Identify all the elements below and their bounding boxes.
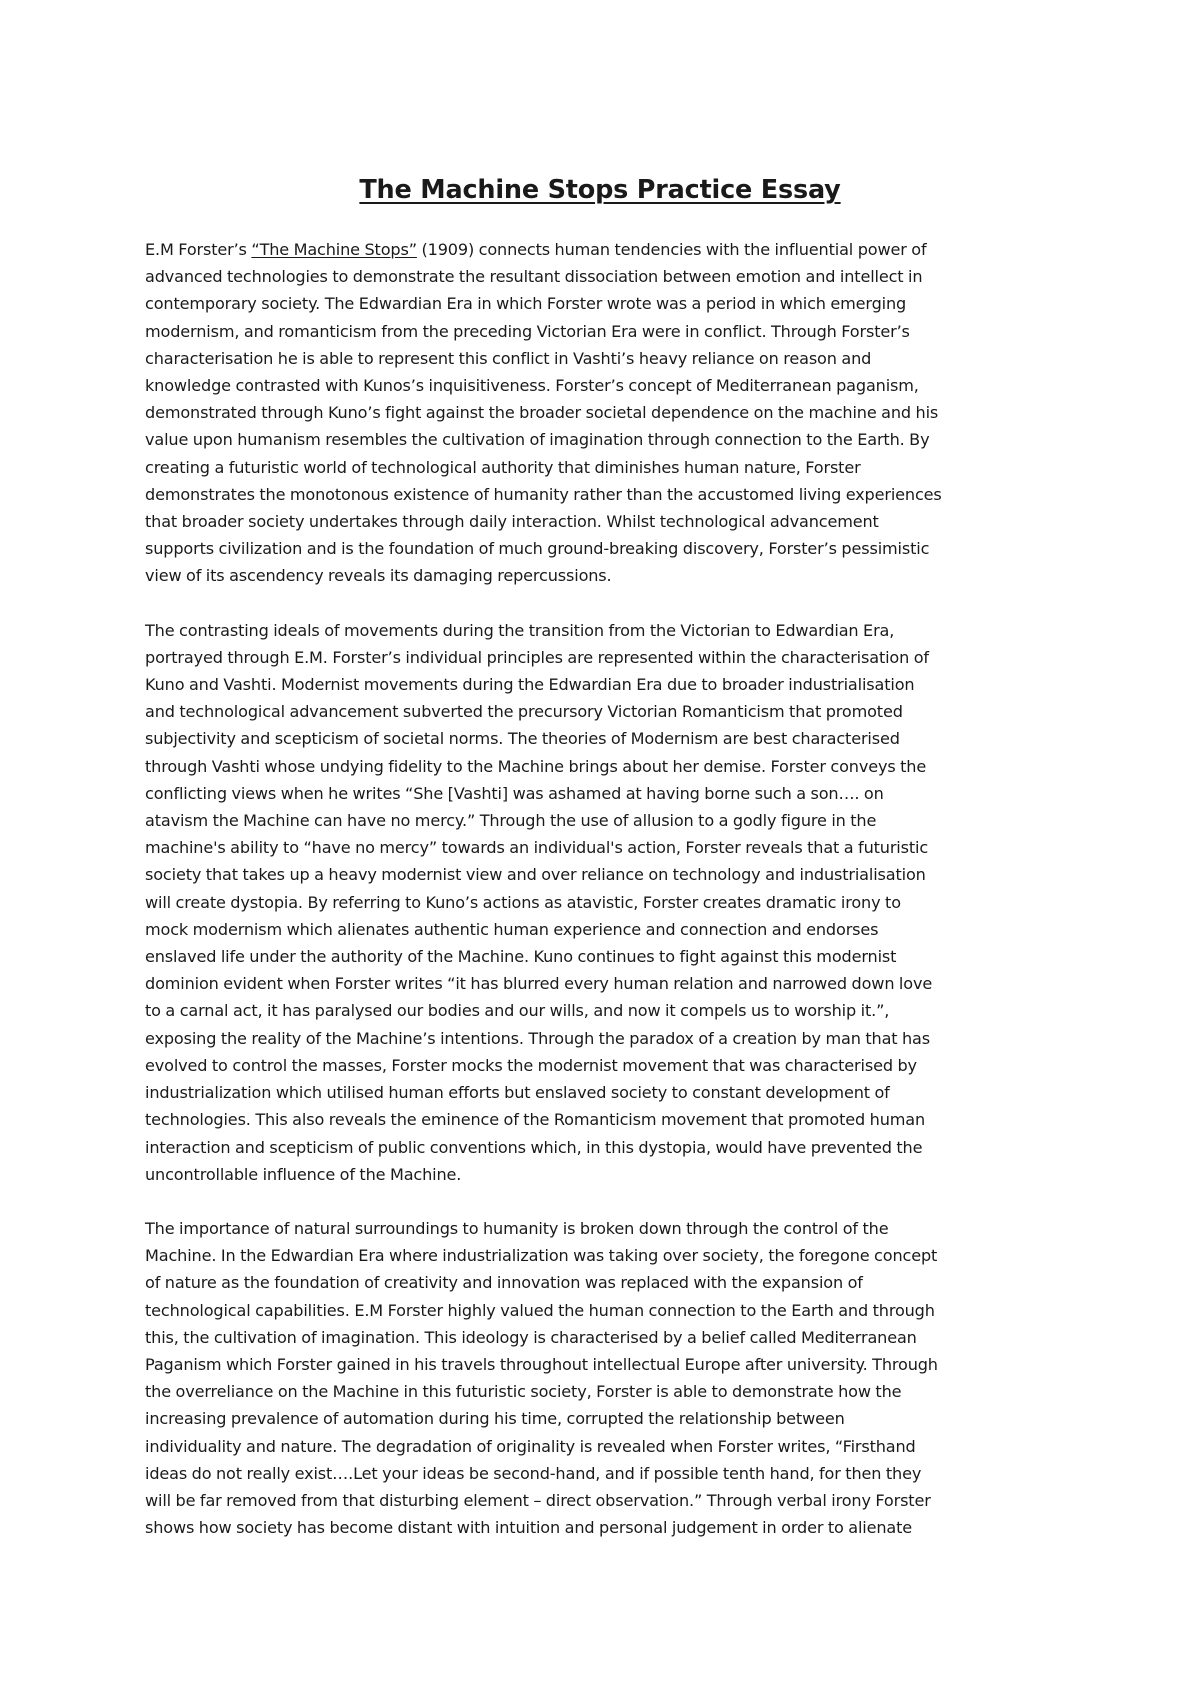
paragraph-line: to a carnal act, it has paralysed our bodies and our wills, and now it compels us to worship it.”, xyxy=(145,1001,890,1021)
paragraph-line: dominion evident when Forster writes “it has blurred every human relation and narrowed down love xyxy=(145,974,933,994)
paragraph-line: view of its ascendency reveals its damaging repercussions. xyxy=(145,566,612,586)
paragraph-line: contemporary society. The Edwardian Era in which Forster wrote was a period in which emerging xyxy=(145,294,907,314)
paragraph-line: individuality and nature. The degradation of originality is revealed when Forster writes, “Firsthand xyxy=(145,1436,916,1456)
paragraph-line: society that takes up a heavy modernist view and over reliance on technology and industrialisation xyxy=(145,865,926,885)
paragraph-line: industrialization which utilised human efforts but enslaved society to constant development of xyxy=(145,1083,890,1103)
paragraph-line: The contrasting ideals of movements during the transition from the Victorian to Edwardian Era, xyxy=(145,620,895,640)
paragraph-line: The importance of natural surroundings to humanity is broken down through the control of the xyxy=(145,1218,889,1238)
paragraph-line: this, the cultivation of imagination. This ideology is characterised by a belief called Mediterranean xyxy=(145,1327,917,1347)
paragraph-line: technological capabilities. E.M Forster highly valued the human connection to the Earth and through xyxy=(145,1300,935,1320)
paragraph-line: portrayed through E.M. Forster’s individual principles are represented within the characterisation of xyxy=(145,647,929,667)
paragraph-line: uncontrollable influence of the Machine. xyxy=(145,1164,462,1184)
paragraph-line: advanced technologies to demonstrate the resultant dissociation between emotion and intellect in xyxy=(145,267,923,287)
paragraph-line: exposing the reality of the Machine’s intentions. Through the paradox of a creation by man that has xyxy=(145,1028,931,1048)
paragraph-line: ideas do not really exist….Let your ideas be second-hand, and if possible tenth hand, for then they xyxy=(145,1463,922,1483)
essay-body xyxy=(145,236,1063,1568)
paragraph-line: increasing prevalence of automation during his time, corrupted the relationship between xyxy=(145,1409,845,1429)
paragraph-line: mock modernism which alienates authentic human experience and connection and endorses xyxy=(145,919,879,939)
paragraph-line: interaction and scepticism of public conventions which, in this dystopia, would have prevented the xyxy=(145,1137,923,1157)
paragraph-line: will create dystopia. By referring to Kuno’s actions as atavistic, Forster creates dramatic irony to xyxy=(145,892,901,912)
paragraph-introduction xyxy=(145,236,1063,590)
essay-title: The Machine Stops Practice Essay xyxy=(359,175,841,205)
paragraph-line: of nature as the foundation of creativity and innovation was replaced with the expansion of xyxy=(145,1273,863,1293)
paragraph-line: machine's ability to “have no mercy” towards an individual's action, Forster reveals that a futuristic xyxy=(145,838,929,858)
paragraph-line: technologies. This also reveals the eminence of the Romanticism movement that promoted human xyxy=(145,1110,926,1130)
paragraph-line: that broader society undertakes through daily interaction. Whilst technological advancement xyxy=(145,512,879,532)
paragraph-line: shows how society has become distant with intuition and personal judgement in order to alienate xyxy=(145,1518,913,1538)
paragraph-line: supports civilization and is the foundation of much ground-breaking discovery, Forster’s pessimistic xyxy=(145,539,930,559)
paragraph-line: demonstrates the monotonous existence of humanity rather than the accustomed living experiences xyxy=(145,484,942,504)
paragraph-line: subjectivity and scepticism of societal norms. The theories of Modernism are best characterised xyxy=(145,729,900,749)
paragraph-line: Machine. In the Edwardian Era where industrialization was taking over society, the foregone concept xyxy=(145,1246,938,1266)
paragraph-line: evolved to control the masses, Forster mocks the modernist movement that was characterised by xyxy=(145,1055,917,1075)
paragraph-line: value upon humanism resembles the cultivation of imagination through connection to the Earth. By xyxy=(145,430,930,450)
paragraph-line: conflicting views when he writes “She [Vashti] was ashamed at having borne such a son…. on xyxy=(145,783,884,803)
paragraph-line: and technological advancement subverted the precursory Victorian Romanticism that promoted xyxy=(145,702,903,722)
paragraph-movements xyxy=(145,617,1063,1188)
paragraph-line: creating a futuristic world of technological authority that diminishes human nature, Forster xyxy=(145,457,861,477)
paragraph-line: Kuno and Vashti. Modernist movements during the Edwardian Era due to broader industrialisation xyxy=(145,675,915,695)
paragraph-line: will be far removed from that disturbing element – direct observation.” Through verbal irony Forster xyxy=(145,1490,931,1510)
paragraph-line: through Vashti whose undying fidelity to the Machine brings about her demise. Forster conveys the xyxy=(145,756,927,776)
paragraph-line: Paganism which Forster gained in his travels throughout intellectual Europe after university. Through xyxy=(145,1354,938,1374)
paragraph-nature xyxy=(145,1215,1063,1541)
line-text: (1909) connects human tendencies with the influential power of xyxy=(416,240,927,259)
paragraph-line: atavism the Machine can have no mercy.” Through the use of allusion to a godly figure in the xyxy=(145,811,877,831)
cited-work-title: “The Machine Stops” xyxy=(251,240,417,259)
paragraph-line: enslaved life under the authority of the Machine. Kuno continues to fight against this modernist xyxy=(145,947,897,967)
paragraph-line: the overreliance on the Machine in this futuristic society, Forster is able to demonstrate how the xyxy=(145,1382,902,1402)
paragraph-line: knowledge contrasted with Kunos’s inquisitiveness. Forster’s concept of Mediterranean paganism, xyxy=(145,376,919,396)
author-text: E.M Forster’s xyxy=(145,240,252,259)
paragraph-line xyxy=(145,236,1063,263)
paragraph-line: characterisation he is able to represent this conflict in Vashti’s heavy reliance on reason and xyxy=(145,348,872,368)
paragraph-line: demonstrated through Kuno’s fight against the broader societal dependence on the machine and his xyxy=(145,403,939,423)
paragraph-line: modernism, and romanticism from the preceding Victorian Era were in conflict. Through Forster’s xyxy=(145,321,910,341)
